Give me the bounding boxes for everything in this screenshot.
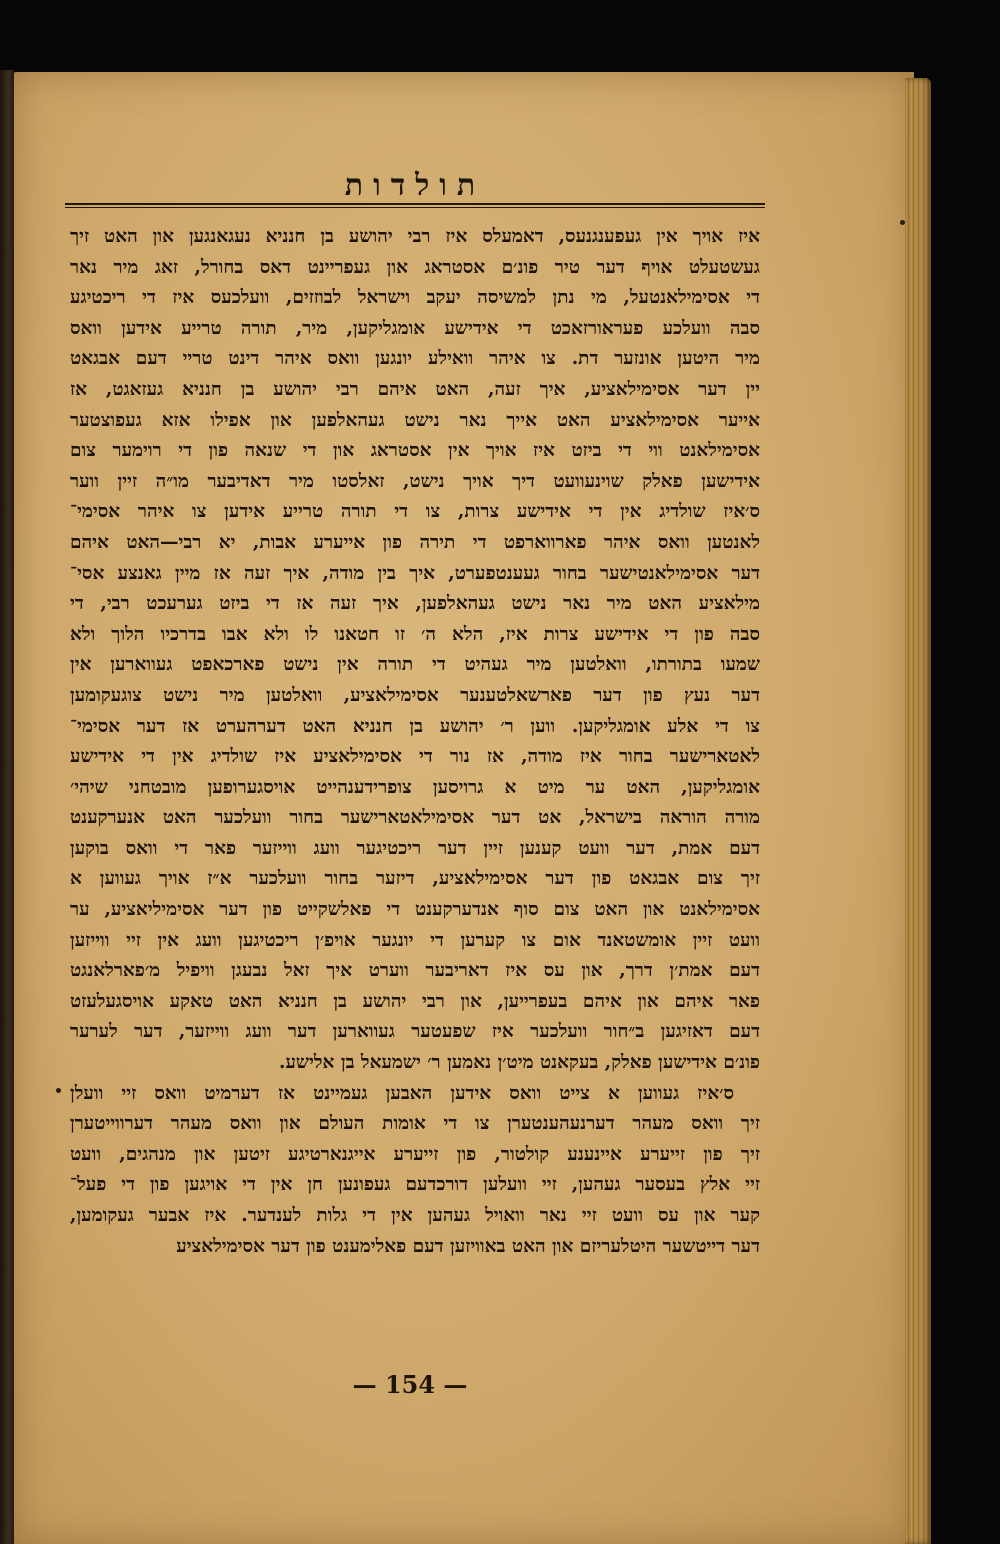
text-line: ס׳איז שולדיג אין די אידישע צרות, צו די תורה טרייע אידען צו איהר אסימי־ xyxy=(70,501,760,523)
text-line: זיך וואס מעהר דערנעהענטערן צו די אומות העולם און וואס מעהר דערווייטערן xyxy=(70,1113,760,1135)
page-fore-edge xyxy=(905,78,931,1544)
running-header: תולדות xyxy=(344,168,486,203)
text-line: מיר היטען אונזער דת. צו איהר וואילע יונגען וואס איהר דינט טריי דעם אבגאט xyxy=(70,348,760,370)
text-line: קער און עס וועט זיי נאר וואויל געהען אין די גלות לענדער. איז אבער געקומען, xyxy=(70,1205,760,1226)
text-line: געשטעלט אויף דער טיר פונ׳ם אסטראג און געפריינט דאס בחורל, זאג מיר נאר xyxy=(70,256,760,278)
text-line: דער אסימילאנטישער בחור געענטפערט, איך בין מודה, איך זעה אז מיין גאנצע אסי־ xyxy=(70,562,760,584)
text-line: אסימילאנט ווי די ביזט איז אויך אין אסטראג און די שנאה פון די רוימער צום xyxy=(70,440,760,462)
text-line: די אסימילאנטעל, מי נתן למשיסה יעקב וישראל לבוזזים, וועלכעס איז די ריכטיגע xyxy=(70,287,760,309)
header-rule-thin xyxy=(65,207,765,208)
text-line: מורה הוראה בישראל, אט דער אסימילאטארישער בחור וועלכער האט אנערקענט xyxy=(70,807,760,829)
text-line: שמעו בתורתו, וואלטען מיר געהיט די תורה אין נישט פארכאפט געווארען אין xyxy=(70,654,760,676)
text-line: סבה וועלכע פעראורזאכט די אידישע אומגליקען, מיר, תורה טרייע אידען וואס xyxy=(70,317,760,339)
text-line: אסימילאנט און האט צום סוף אנדערקענט די פאלשקייט פון דער אסימיליאציע, ער xyxy=(70,899,760,921)
previous-page-edge xyxy=(0,70,14,1544)
text-line: דעם אמת׳ן דרך, און עס איז דאריבער ווערט איך זאל נבעגן וויפיל מ׳פארלאנגט xyxy=(70,960,760,982)
text-line: אייער אסימילאציע האט אייך נאר נישט געהאלפען און אפילו אזא געפוצטער xyxy=(70,409,760,431)
page-number: — 154 — xyxy=(352,1370,468,1399)
text-line: זיך פון זייערע איינענע קולטור, פון זייערע אייגנארטיגע זיטען און מנהגים, וועט xyxy=(70,1143,760,1165)
header-rule-thick xyxy=(65,203,765,205)
text-line: פאר איהם און איהם בעפרייען, און רבי יהושע בן חנניא האט טאקע אויסגעלעזט xyxy=(70,990,760,1012)
text-line: צו די אלע אומגליקען. ווען ר׳ יהושע בן חנניא האט דערהערט אז דער אסימי־ xyxy=(70,715,760,737)
text-line: דעם אמת, דער וועט קענען זיין דער ריכטיגער וועג ווייזער פאר די וואס בוקען xyxy=(70,837,760,859)
text-line: אומגליקען, האט ער מיט א גרויסען צופרידענהייט אויסגערופען מובטחני שיהי׳ xyxy=(70,776,760,798)
text-line: דער דייטשער היטלעריזם און האט באוויזען דעם פאלימענט פון דער אסימילאציע xyxy=(176,1235,760,1257)
text-line: איז אויך אין געפענגנעס, דאמעלס איז רבי יהושע בן חנניא נעגאנגען און האט זיך xyxy=(70,226,760,247)
margin-dot xyxy=(900,220,905,225)
text-line: דעם דאזיגען ב״חור וועלכער איז שפעטער געווארען דער וועג ווייזער, דער לערער xyxy=(70,1021,760,1043)
text-line: דער נעץ פון דער פארשאלטענער אסימילאציע, וואלטען מיר נישט צוגעקומען xyxy=(70,684,760,706)
text-line: סבה פון די אידישע צרות איז, הלא ה׳ זו חטאנו לו ולא אבו בדרכיו הלוך ולא xyxy=(70,623,760,645)
text-line: וועט זיין אומשטאנד אום צו קערען די יונגער אויפ׳ן ריכטיגען וועג אין זיי ווייזען xyxy=(70,929,760,951)
body-text xyxy=(70,222,760,1262)
text-line: זיך צום אבגאט פון דער אסימילאציע, דיזער בחור וועלכער א״ז אויך געווען א xyxy=(70,868,760,890)
text-line: לאנטען וואס איהר פארווארפט די תירה פון אייערע אבות, יא רבי—האט איהם xyxy=(70,531,760,553)
text-line: יין דער אסימילאציע, איך זעה, האט איהם רבי יהושע בן חנניא געזאגט, אז xyxy=(70,378,760,400)
text-line: זיי אלץ בעסער געהען, זיי וועלען דורכדעם געפונען חן אין די אויגען פון די פעל־ xyxy=(70,1174,760,1196)
text-line: אידישען פאלק שוינעוועט דיך אויך נישט, זאלסטו מיר דאדיבער מו״ה זיין ווער xyxy=(70,470,760,492)
text-line: ס׳איז געווען א צייט וואס אידען האבען געמיינט אז דערמיט וואס זיי וועלן xyxy=(70,1082,734,1104)
text-line: לאטארישער בחור איז מודה, אז נור די אסימילאציע איז שולדיג אין די אידישע xyxy=(70,746,760,768)
margin-dot xyxy=(56,1088,61,1093)
text-line: פונ׳ם אידישען פאלק, בעקאנט מיט׳ן נאמען ר׳ ישמעאל בן אלישע. xyxy=(279,1052,760,1074)
text-line: מילאציע האט מיר נאר נישט געהאלפען, איך זעה אז די ביזט גערעכט רבי, די xyxy=(70,593,760,615)
